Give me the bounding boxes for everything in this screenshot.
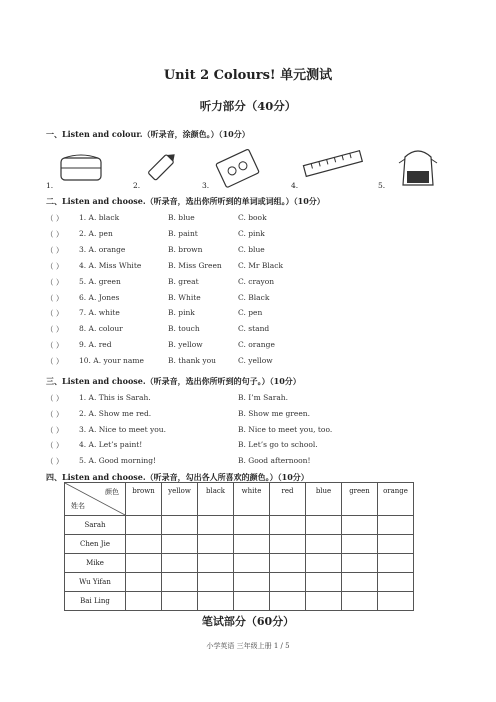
- answer-blank[interactable]: （ ）: [46, 261, 64, 271]
- option-a: 2. A. Show me red.: [79, 408, 152, 418]
- answer-blank[interactable]: （ ）: [46, 214, 64, 223]
- answer-blank[interactable]: （ ）: [46, 357, 64, 367]
- option-b: B. blue: [168, 213, 195, 222]
- option-a: 10. A. your name: [79, 356, 144, 366]
- option-b: B. paint: [168, 228, 198, 238]
- checkbox-cell[interactable]: [270, 592, 306, 611]
- checkbox-cell[interactable]: [378, 592, 414, 611]
- option-c: C. Mr Black: [238, 260, 284, 270]
- checkbox-cell[interactable]: [162, 535, 198, 554]
- color-header-brown: brown: [126, 483, 162, 516]
- picture-number: 3.: [202, 181, 210, 190]
- ruler-icon: [300, 146, 366, 182]
- checkbox-cell[interactable]: [234, 535, 270, 554]
- option-a: 4. A. Miss White: [79, 260, 142, 270]
- checkbox-cell[interactable]: [342, 573, 378, 592]
- color-header-yellow: yellow: [162, 483, 198, 516]
- student-name: Wu Yifan: [65, 573, 126, 592]
- checkbox-cell[interactable]: [234, 516, 270, 535]
- student-name: Mike: [65, 554, 126, 573]
- option-a: 8. A. colour: [79, 324, 123, 334]
- section-2-heading: 二、Listen and choose.（听录音，选出你所听到的单词或词组。）（10分）: [46, 196, 325, 206]
- option-b: B. pink: [168, 308, 195, 318]
- checkbox-cell[interactable]: [270, 535, 306, 554]
- checkbox-cell[interactable]: [198, 535, 234, 554]
- option-a: 4. A. Let’s paint!: [79, 440, 143, 450]
- option-a: 3. A. Nice to meet you.: [79, 424, 166, 434]
- section-4-heading: 四、Listen and choose.（听录音，勾出各人所喜欢的颜色。）（10分）: [46, 472, 309, 482]
- checkbox-cell[interactable]: [306, 535, 342, 554]
- checkbox-cell[interactable]: [162, 592, 198, 611]
- answer-blank[interactable]: （ ）: [46, 309, 64, 319]
- answer-blank[interactable]: （ ）: [46, 457, 64, 467]
- section-3-heading: 三、Listen and choose.（听录音，选出你所听到的句子。）（10分）: [46, 376, 301, 386]
- answer-blank[interactable]: （ ）: [46, 441, 64, 451]
- checkbox-cell[interactable]: [378, 554, 414, 573]
- option-c: C. book: [238, 213, 267, 222]
- color-header-orange: orange: [378, 483, 414, 516]
- option-a: 1. A. This is Sarah.: [79, 393, 151, 402]
- option-b: B. Nice to meet you, too.: [238, 424, 333, 434]
- answer-blank[interactable]: （ ）: [46, 409, 64, 419]
- option-c: C. orange: [238, 340, 275, 350]
- option-b: B. touch: [168, 324, 200, 334]
- option-b: B. great: [168, 276, 199, 286]
- option-c: C. Black: [238, 292, 270, 302]
- answer-blank[interactable]: （ ）: [46, 425, 64, 435]
- option-a: 9. A. red: [79, 340, 112, 350]
- checkbox-cell[interactable]: [270, 573, 306, 592]
- color-header-white: white: [234, 483, 270, 516]
- picture-number: 4.: [291, 181, 299, 190]
- checkbox-cell[interactable]: [342, 535, 378, 554]
- answer-blank[interactable]: （ ）: [46, 325, 64, 335]
- checkbox-cell[interactable]: [270, 554, 306, 573]
- option-b: B. Show me green.: [238, 408, 310, 418]
- checkbox-cell[interactable]: [306, 592, 342, 611]
- option-b: B. Let’s go to school.: [238, 440, 318, 450]
- checkbox-cell[interactable]: [198, 573, 234, 592]
- corner-top-label: 颜色: [105, 488, 119, 496]
- option-a: 2. A. pen: [79, 228, 113, 238]
- color-header-blue: blue: [306, 483, 342, 516]
- option-a: 7. A. white: [79, 308, 120, 318]
- picture-number: 5.: [378, 181, 386, 190]
- option-b: B. I’m Sarah.: [238, 393, 289, 402]
- corner-bottom-label: 姓名: [71, 502, 85, 510]
- student-name: Sarah: [65, 516, 126, 535]
- checkbox-cell[interactable]: [234, 573, 270, 592]
- checkbox-cell[interactable]: [162, 516, 198, 535]
- backpack-icon: [393, 143, 443, 189]
- picture-number: 2.: [133, 181, 141, 190]
- option-a: 6. A. Jones: [79, 292, 120, 302]
- checkbox-cell[interactable]: [198, 516, 234, 535]
- marker-icon: [142, 146, 182, 188]
- checkbox-cell[interactable]: [342, 516, 378, 535]
- color-header-green: green: [342, 483, 378, 516]
- checkbox-cell[interactable]: [270, 516, 306, 535]
- checkbox-cell[interactable]: [378, 573, 414, 592]
- answer-blank[interactable]: （ ）: [46, 229, 64, 239]
- option-c: C. blue: [238, 244, 265, 254]
- checkbox-cell[interactable]: [306, 554, 342, 573]
- checkbox-cell[interactable]: [342, 554, 378, 573]
- answer-blank[interactable]: （ ）: [46, 341, 64, 351]
- checkbox-cell[interactable]: [126, 535, 162, 554]
- listening-header: 听力部分（40分）: [199, 99, 297, 113]
- checkbox-cell[interactable]: [126, 573, 162, 592]
- option-c: C. pen: [238, 308, 263, 318]
- student-name: Bai Ling: [65, 592, 126, 611]
- option-c: C. pink: [238, 228, 265, 238]
- table-row: [65, 516, 414, 535]
- section-1-heading: 一、Listen and colour.（听录音，涂颜色。）（10分）: [46, 129, 250, 139]
- picture-number: 1.: [46, 181, 54, 190]
- checkbox-cell[interactable]: [234, 554, 270, 573]
- answer-blank[interactable]: （ ）: [46, 277, 64, 287]
- color-header-red: red: [270, 483, 306, 516]
- checkbox-cell[interactable]: [306, 516, 342, 535]
- table-row: [65, 554, 414, 573]
- option-b: B. thank you: [168, 356, 216, 366]
- option-b: B. White: [168, 292, 201, 302]
- student-name: Chen Jie: [65, 535, 126, 554]
- option-a: 3. A. orange: [79, 244, 126, 254]
- option-b: B. brown: [168, 244, 203, 254]
- checkbox-cell[interactable]: [126, 554, 162, 573]
- table-row: [65, 573, 414, 592]
- checkbox-cell[interactable]: [234, 592, 270, 611]
- answer-blank[interactable]: （ ）: [46, 293, 64, 303]
- checkbox-cell[interactable]: [198, 592, 234, 611]
- option-c: C. yellow: [238, 356, 273, 366]
- table-row: [65, 592, 414, 611]
- crayon-box-icon: [213, 146, 263, 188]
- writing-header: 笔试部分（60分）: [201, 615, 295, 628]
- option-c: C. stand: [238, 324, 270, 334]
- corner-cell: [65, 483, 126, 516]
- page-title: Unit 2 Colours! 单元测试: [163, 68, 333, 83]
- checkbox-cell[interactable]: [378, 535, 414, 554]
- checkbox-cell[interactable]: [342, 592, 378, 611]
- answer-blank[interactable]: （ ）: [46, 394, 64, 403]
- pencil-case-icon: [58, 150, 104, 184]
- checkbox-cell[interactable]: [162, 554, 198, 573]
- option-b: B. Miss Green: [168, 260, 222, 270]
- color-table: [64, 482, 414, 611]
- checkbox-cell[interactable]: [306, 573, 342, 592]
- checkbox-cell[interactable]: [162, 573, 198, 592]
- option-c: C. crayon: [238, 276, 275, 286]
- checkbox-cell[interactable]: [126, 592, 162, 611]
- color-header-black: black: [198, 483, 234, 516]
- option-b: B. Good afternoon!: [238, 456, 311, 466]
- option-b: B. yellow: [168, 340, 203, 350]
- table-row: [65, 535, 414, 554]
- answer-blank[interactable]: （ ）: [46, 245, 64, 255]
- page-footer: 小学英语 三年级上册 1 / 5: [206, 642, 290, 650]
- option-a: 5. A. green: [79, 276, 121, 286]
- table-header-row: [65, 483, 414, 516]
- option-a: 1. A. black: [79, 213, 120, 222]
- checkbox-cell[interactable]: [126, 516, 162, 535]
- checkbox-cell[interactable]: [378, 516, 414, 535]
- checkbox-cell[interactable]: [198, 554, 234, 573]
- option-a: 5. A. Good morning!: [79, 456, 157, 466]
